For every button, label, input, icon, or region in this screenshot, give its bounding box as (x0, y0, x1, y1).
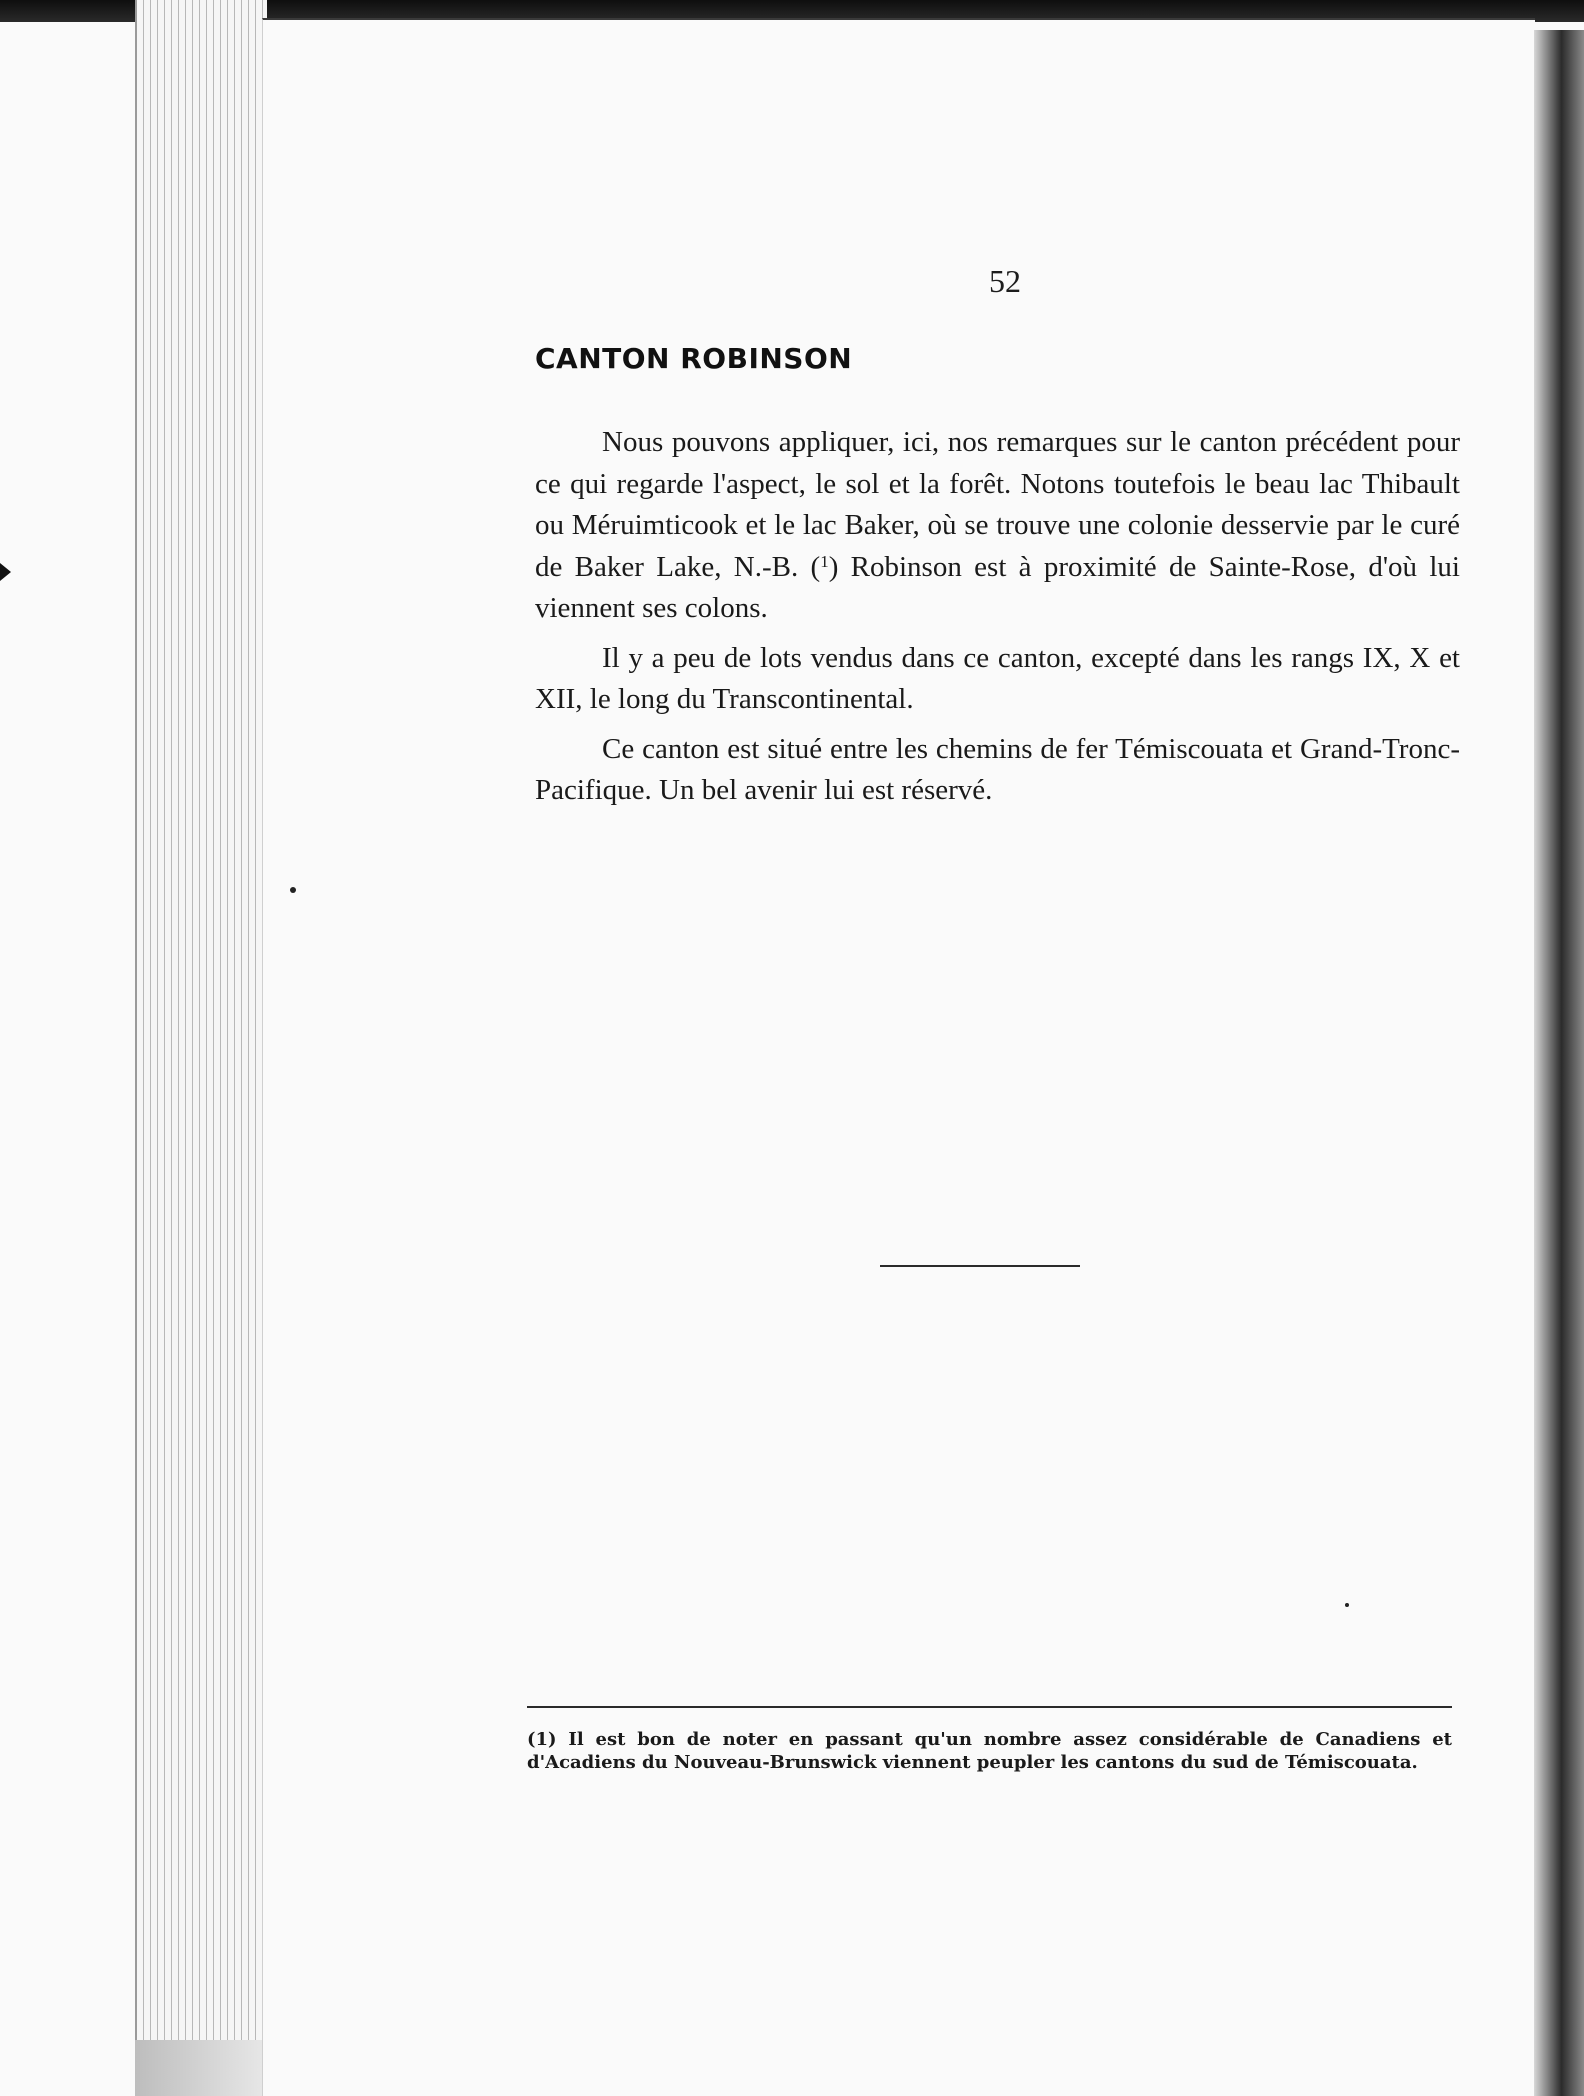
footnote-rule (527, 1706, 1452, 1708)
footnote: (1) Il est bon de noter en passant qu'un nombre assez considérable de Canadiens et d'Acadiens du Nouveau-Brunswick viennent peupler les cantons du sud de Témiscouata. (527, 1729, 1452, 1773)
body-text (535, 422, 1460, 820)
book-gutter-shadow (1534, 30, 1584, 2096)
paragraph: Il y a peu de lots vendus dans ce canton, excepté dans les rangs IX, X et XII, le long du Transcontinental. (535, 641, 1460, 715)
scan-edge-mark (0, 563, 11, 581)
page-stack-bottom-shadow (135, 2040, 265, 2096)
scan-speck (1345, 1603, 1349, 1607)
page-stack-edges (135, 0, 267, 2096)
book-page (262, 18, 1535, 2096)
footnote-reference: 1 (820, 551, 829, 571)
page-number: 52 (989, 263, 1021, 299)
section-heading: CANTON ROBINSON (535, 342, 853, 375)
paragraph: Ce canton est situé entre les chemins de fer Témiscouata et Grand-Tronc-Pacifique. Un bel avenir lui est réservé. (535, 732, 1460, 806)
paragraph-text: Nous pouvons appliquer, ici, nos remarques sur le canton précédent pour ce qui regarde l'aspect, le sol et la forêt. Notons toutefois le beau lac Thibault ou Méruimticook et le lac Baker, où se trouve une colonie desservie par le curé de Baker Lake, N.-B. ( (535, 426, 1460, 583)
paragraph (535, 422, 1460, 630)
paragraph-text: ) Robinson est à proximité de Sainte-Rose, d'où lui viennent ses colons. (535, 550, 1460, 624)
scan-speck (290, 887, 296, 893)
section-separator (880, 1265, 1080, 1267)
